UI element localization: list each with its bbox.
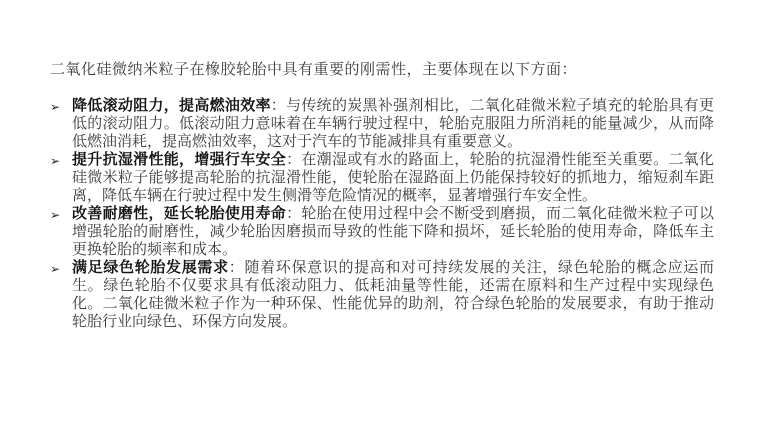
bullet-separator: ： [270, 97, 287, 114]
bullet-separator: ： [228, 259, 245, 276]
bullet-heading: 降低滚动阻力，提高燃油效率 [72, 97, 271, 114]
bullet-item-green-tire [50, 259, 714, 331]
bullet-heading: 改善耐磨性，延长轮胎使用寿命 [72, 205, 287, 222]
bullet-heading: 提升抗湿滑性能，增强行车安全 [72, 151, 287, 168]
bullet-body: 与传统的炭黑补强剂相比，二氧化硅微米粒子填充的轮胎具有更低的滚动阻力。低滚动阻力意味着在车辆行驶过程中，轮胎克服阻力所消耗的能量减少，从而降低燃油消耗，提高燃油效率，这对于汽车的节能减排具有重要意义。 [72, 97, 714, 150]
bullet-body: 轮胎在使用过程中会不断受到磨损，而二氧化硅微米粒子可以增强轮胎的耐磨性，减少轮胎因磨损而导致的性能下降和损坏，延长轮胎的使用寿命，降低车主更换轮胎的频率和成本。 [72, 205, 714, 258]
text-content-block [50, 61, 714, 331]
arrow-bullet-icon: ➢ [50, 208, 61, 222]
bullet-item-wear-resistance [50, 205, 714, 259]
bullet-list [50, 97, 714, 331]
bullet-item-wet-grip [50, 151, 714, 205]
bullet-body: 在潮湿或有水的路面上，轮胎的抗湿滑性能至关重要。二氧化硅微米粒子能够提高轮胎的抗湿滑性能，使轮胎在湿路面上仍能保持较好的抓地力，缩短刹车距离，降低车辆在行驶过程中发生侧滑等危险情况的概率，显著增强行车安全性。 [72, 151, 714, 204]
intro-paragraph: 二氧化硅微纳米粒子在橡胶轮胎中具有重要的刚需性，主要体现在以下方面： [50, 61, 578, 78]
arrow-bullet-icon: ➢ [50, 262, 61, 276]
arrow-bullet-icon: ➢ [50, 154, 61, 168]
bullet-heading: 满足绿色轮胎发展需求 [72, 259, 229, 276]
bullet-separator: ： [286, 205, 302, 222]
arrow-bullet-icon: ➢ [50, 100, 61, 114]
bullet-item-rolling-resistance [50, 97, 714, 151]
bullet-body: 随着环保意识的提高和对可持续发展的关注，绿色轮胎的概念应运而生。绿色轮胎不仅要求具有低滚动阻力、低耗油量等性能，还需在原料和生产过程中实现绿色化。二氧化硅微米粒子作为一种环保、性能优异的助剂，符合绿色轮胎的发展要求，有助于推动轮胎行业向绿色、环保方向发展。 [72, 259, 714, 330]
bullet-separator: ： [286, 151, 302, 168]
